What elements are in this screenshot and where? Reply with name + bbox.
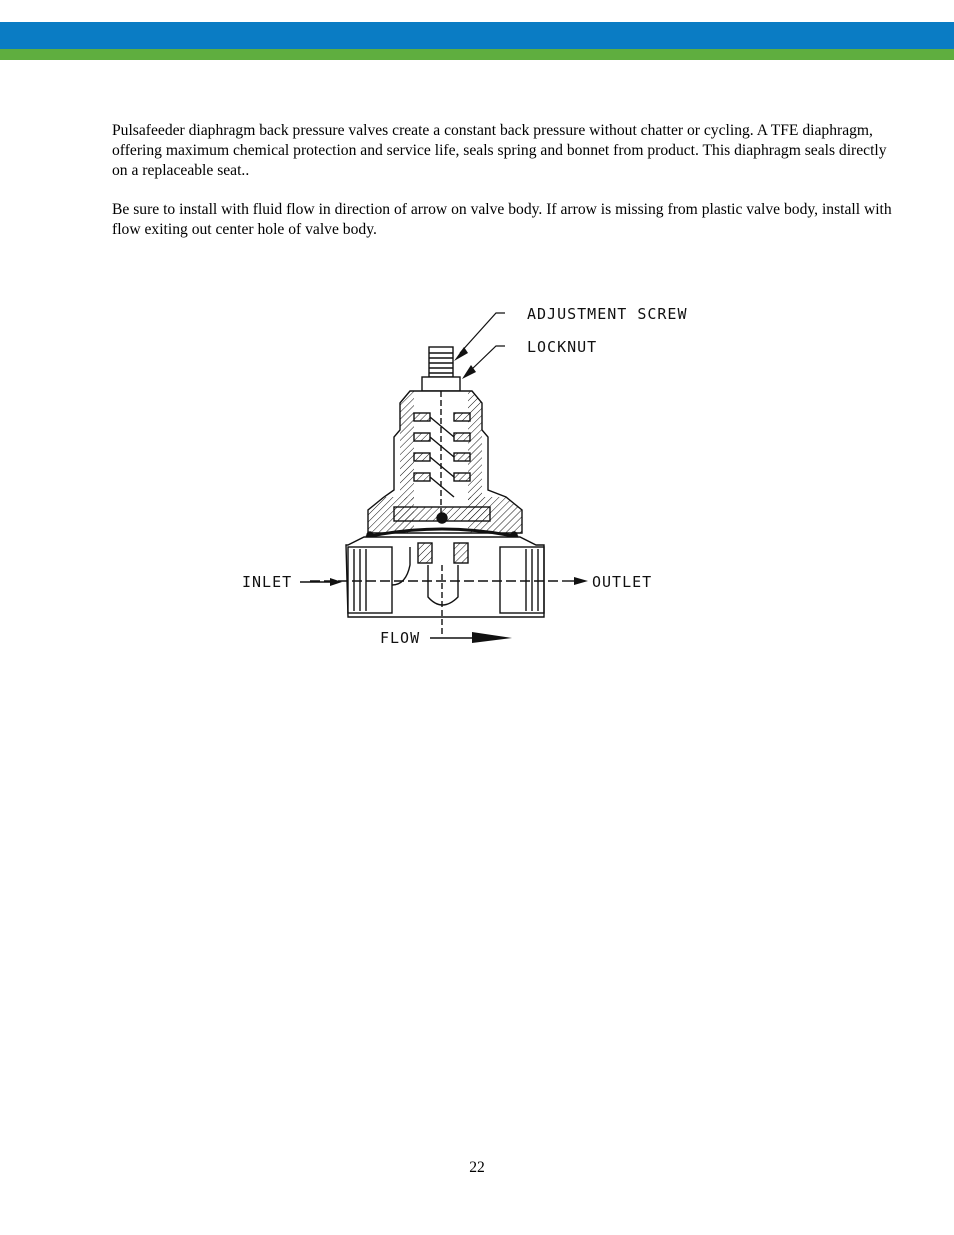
header-band-blue — [0, 22, 954, 49]
adjustment-screw-shape — [429, 347, 453, 377]
intro-paragraph: Pulsafeeder diaphragm back pressure valves create a constant back pressure without chatter or cycling. A TFE diaphragm, offering maximum chemical protection and service life, seals spring and bonnet from product. This diaphragm seals directly on a replaceable seat.. — [112, 122, 887, 179]
install-paragraph: Be sure to install with fluid flow in direction of arrow on valve body. If arrow is missing from plastic valve body, install with flow exiting out center hole of valve body. — [112, 201, 892, 238]
valve-diagram — [230, 285, 730, 660]
header-band-green — [0, 49, 954, 60]
label-inlet: INLET — [242, 573, 293, 591]
label-outlet: OUTLET — [592, 573, 653, 591]
locknut-shape — [422, 377, 460, 391]
label-locknut: LOCKNUT — [527, 338, 598, 356]
seat-shape — [418, 543, 432, 563]
label-adjustment-screw: ADJUSTMENT SCREW — [527, 305, 688, 323]
label-flow: FLOW — [380, 629, 421, 647]
page-number: 22 — [469, 1159, 485, 1176]
